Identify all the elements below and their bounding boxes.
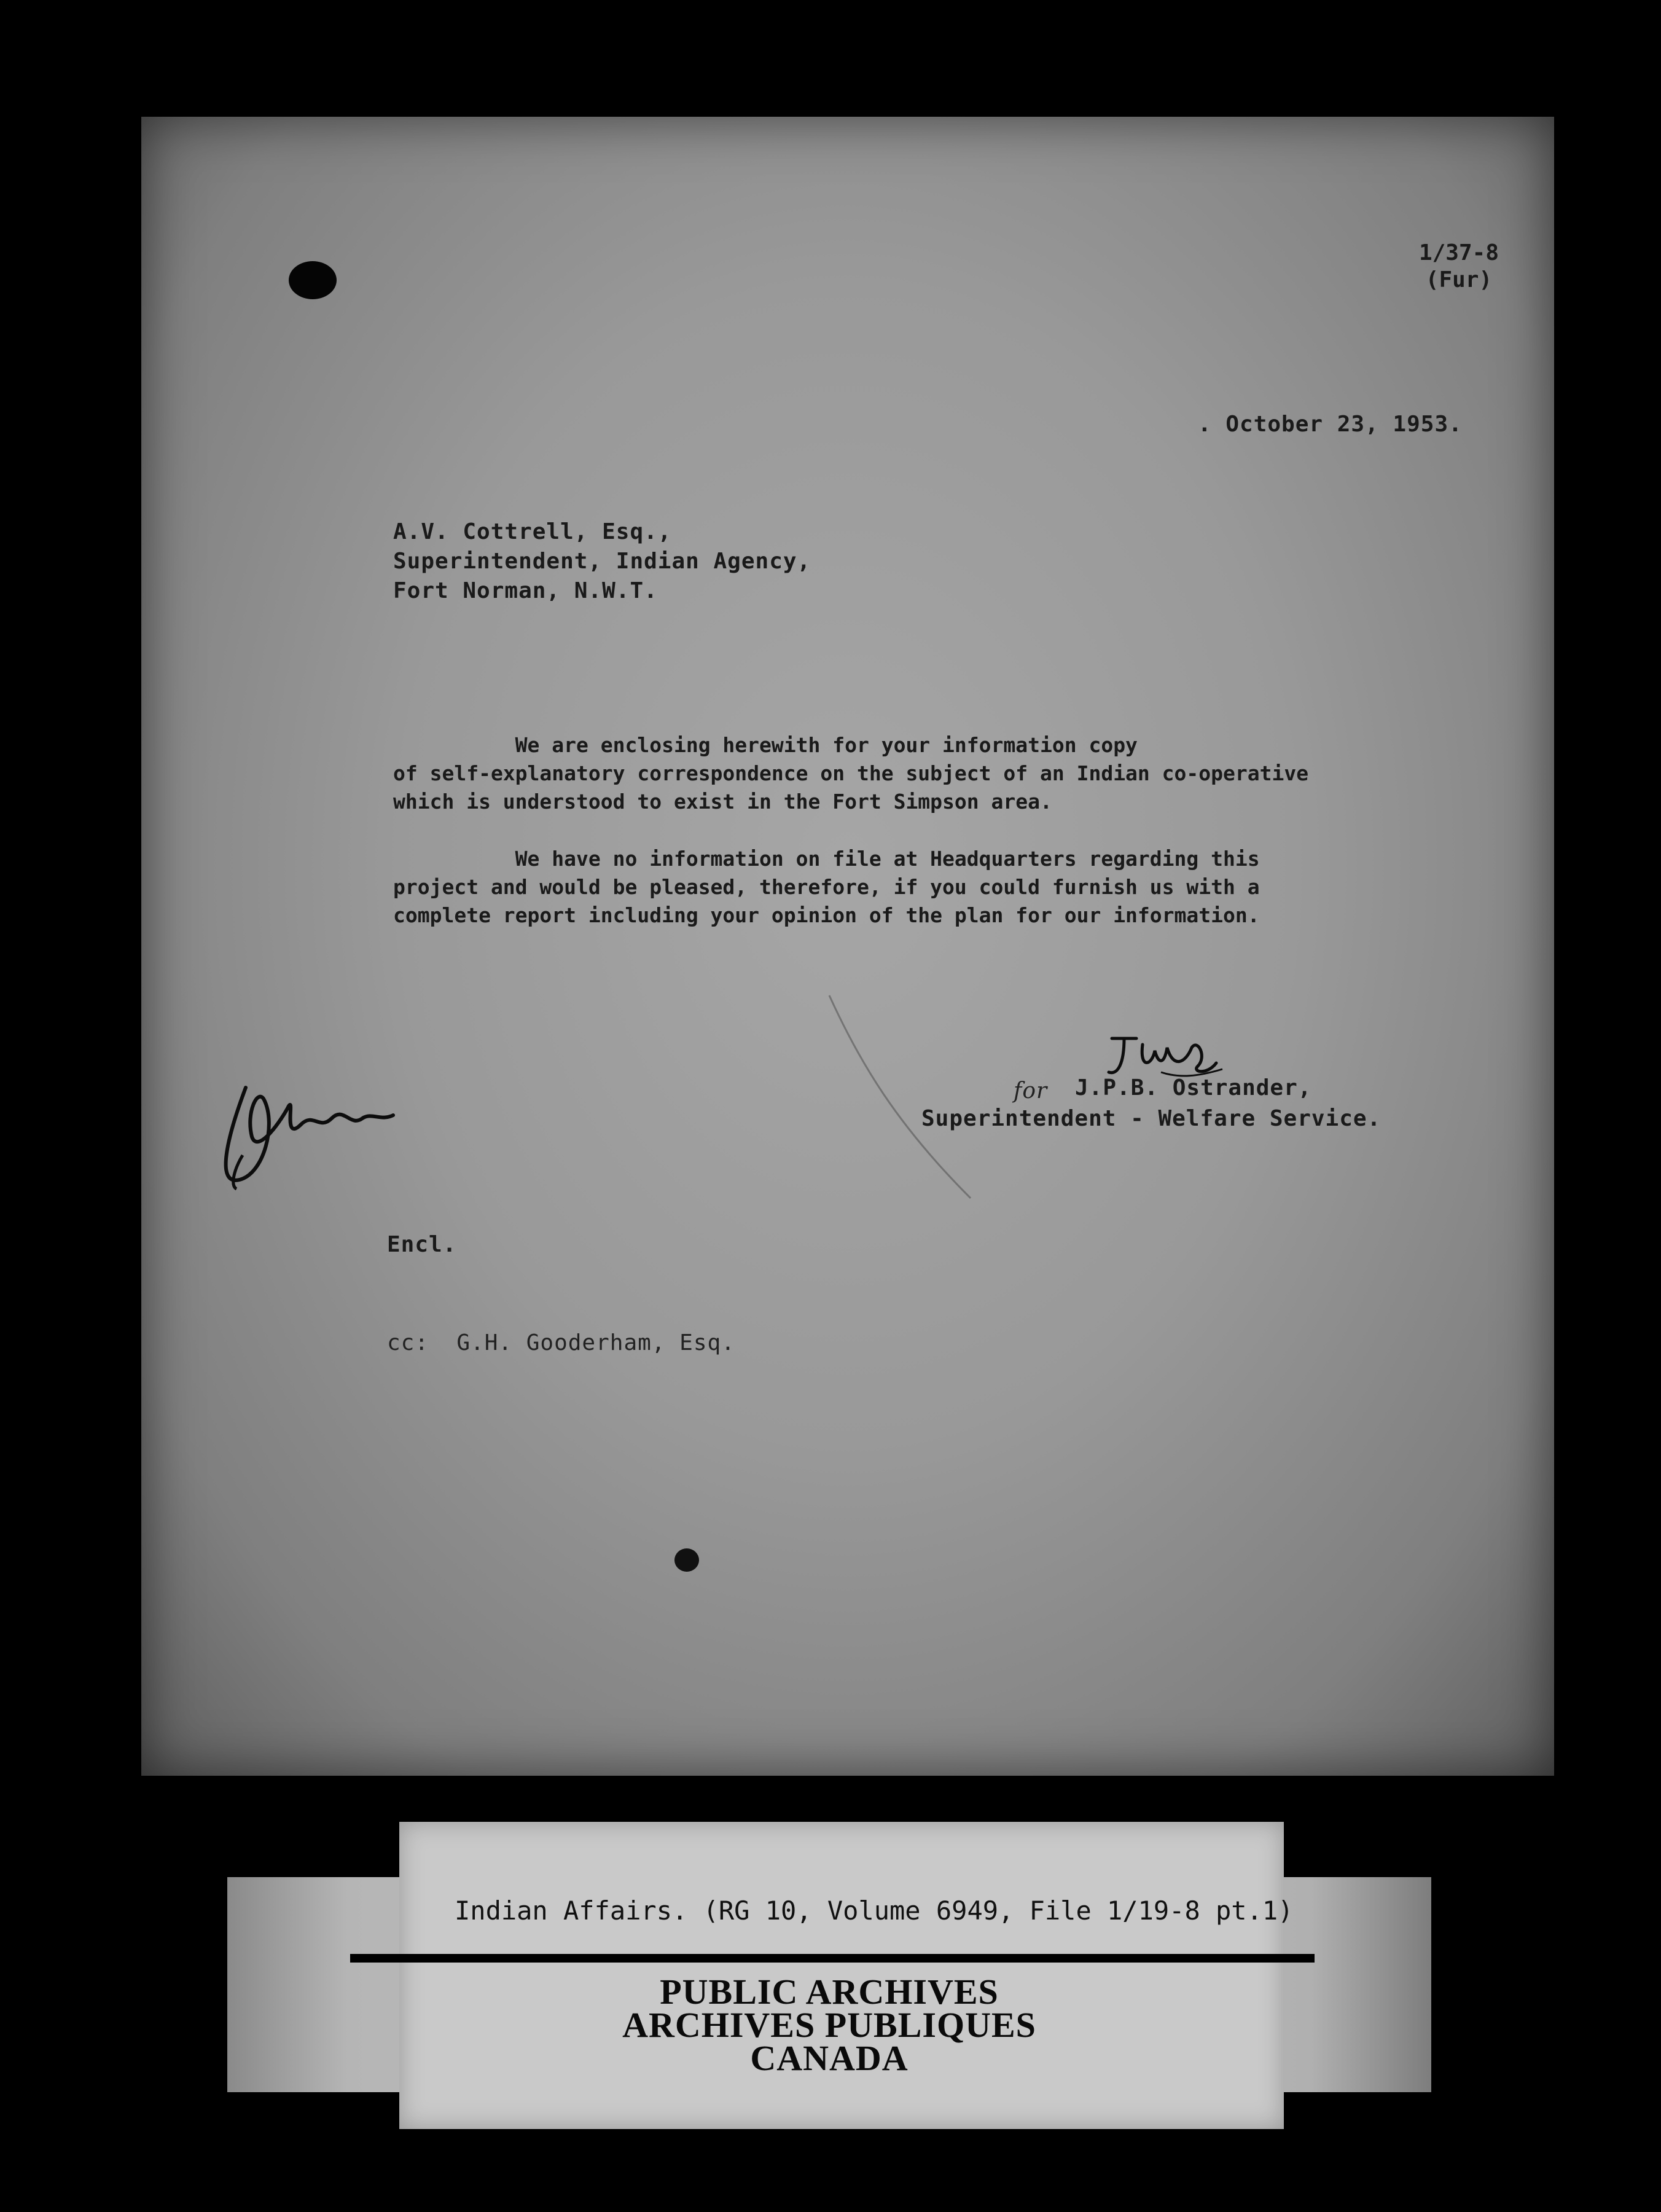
recipient-title: Superintendent, Indian Agency, (393, 549, 811, 574)
archive-source-citation: Indian Affairs. (RG 10, Volume 6949, File 1/19-8 pt.1) (455, 1896, 1294, 1926)
file-reference (1419, 240, 1499, 294)
punch-hole (289, 261, 337, 299)
paragraph-one-line: We are enclosing herewith for your information copy (393, 733, 1138, 757)
paragraph-two-line: complete report including your opinion of the plan for our information. (393, 903, 1260, 927)
handwritten-initials-left (209, 1063, 405, 1198)
paragraph-two-line: We have no information on file at Headquarters regarding this (393, 847, 1260, 871)
signatory-title: Superintendent - Welfare Service. (921, 1106, 1382, 1131)
recipient-location: Fort Norman, N.W.T. (393, 578, 658, 603)
ink-spot (674, 1548, 699, 1572)
enclosure-note: Encl. (387, 1232, 457, 1257)
paragraph-one-line: of self-explanatory correspondence on the subject of an Indian co-operative (393, 761, 1309, 785)
signature-for: for (1014, 1078, 1048, 1104)
recipient-name: A.V. Cottrell, Esq., (393, 519, 672, 544)
archives-stamp-line-country: CANADA (750, 2038, 909, 2078)
archives-stamp (553, 1972, 1106, 2078)
carbon-copy-line: cc: G.H. Gooderham, Esq. (387, 1330, 735, 1355)
archive-divider (350, 1954, 1315, 1963)
file-reference-category: (Fur) (1425, 267, 1493, 292)
paper-crease (823, 989, 983, 1210)
paragraph-one-line: which is understood to exist in the Fort Simpson area. (393, 790, 1052, 814)
letter-page (141, 117, 1554, 1776)
paragraph-two-line: project and would be pleased, therefore, if you could furnish us with a (393, 875, 1260, 899)
archives-stamp-line-english: PUBLIC ARCHIVES (660, 1972, 999, 2012)
signatory-name: J.P.B. Ostrander, (1075, 1075, 1312, 1100)
letter-date: . October 23, 1953. (1198, 412, 1463, 437)
archives-stamp-line-french: ARCHIVES PUBLIQUES (622, 2005, 1036, 2045)
file-reference-number: 1/37-8 (1418, 240, 1499, 265)
